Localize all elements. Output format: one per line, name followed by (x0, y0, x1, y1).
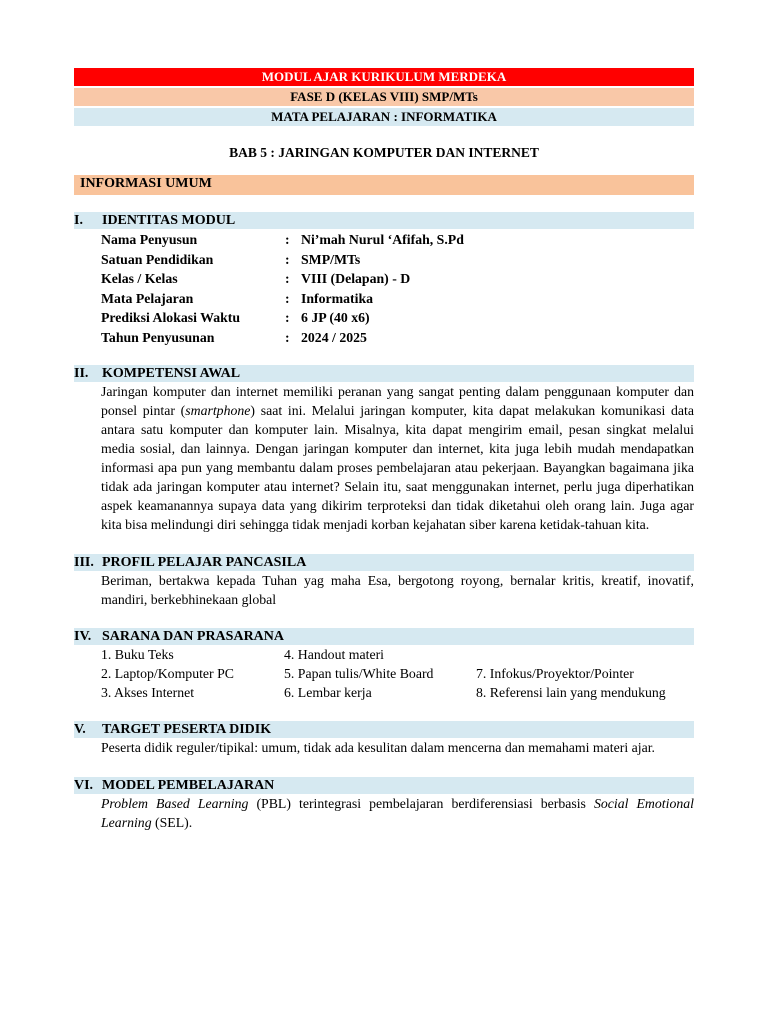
target-paragraph: Peserta didik reguler/tipikal: umum, tidak ada kesulitan dalam mencerna dan memahami materi ajar. (101, 740, 655, 755)
chapter-title: BAB 5 : JARINGAN KOMPUTER DAN INTERNET (229, 145, 539, 160)
section-title: IDENTITAS MODUL (102, 213, 236, 228)
identity-row (101, 308, 694, 328)
sarana-item: 7. Infokus/Proyektor/Pointer (476, 666, 634, 681)
sarana-item (476, 645, 694, 664)
subject-title: MATA PELAJARAN : INFORMATIKA (74, 108, 694, 126)
sarana-list (101, 645, 694, 702)
identity-colon: : (285, 271, 290, 286)
identity-label: Kelas / Kelas (101, 271, 178, 286)
identity-colon: : (285, 251, 290, 267)
section-number: IV. (74, 629, 92, 644)
identity-row (101, 289, 694, 309)
identity-row (101, 269, 694, 289)
section-model-heading (74, 777, 694, 794)
section-title: PROFIL PELAJAR PANCASILA (102, 555, 307, 570)
identity-row (101, 328, 694, 348)
kompetensi-paragraph (101, 382, 694, 534)
identity-row (101, 230, 694, 250)
identity-value: 2024 / 2025 (301, 329, 367, 345)
sarana-item: 8. Referensi lain yang mendukung (476, 685, 666, 700)
sarana-item: 6. Lembar kerja (284, 685, 372, 700)
identity-value: VIII (Delapan) - D (301, 271, 411, 286)
kompetensi-text-1: Jaringan komputer dan internet memiliki peranan yang sangat penting dalam penggunaan komputer dan ponsel pintar ( (101, 384, 694, 418)
section-title: KOMPETENSI AWAL (102, 366, 241, 381)
identity-label: Nama Penyusun (101, 232, 198, 247)
sarana-item: 2. Laptop/Komputer PC (101, 666, 234, 681)
identity-colon: : (285, 290, 290, 306)
identity-label: Tahun Penyusunan (101, 329, 215, 345)
identity-value: Informatika (301, 290, 374, 306)
kompetensi-text-2: ) saat ini. Melalui jaringan komputer, kita dapat melakukan komunikasi data antara satu komputer dan komputer lain. Misalnya, kita dapat mengirim email, pesan singkat melalui media sosial, dan lainnya. Dengan jaringan komputer dan internet, kita juga lebih mudah mendapatkan informasi apa pun yang membantu dalam proses pembelajaran atau pekerjaan. Bayangkan bagaimana jika tidak ada jaringan komputer atau internet? Selain itu, saat menggunakan internet, perlu juga diperhatikan aspek keamanannya supaya data yang dikirim terproteksi dan tidak diketahui oleh orang lain. Juga agar kita bisa melindungi diri sehingga tidak menjadi korban kejahatan siber karena ketidak-tahuan kita. (101, 403, 695, 532)
identity-row (101, 250, 694, 270)
list-item (101, 683, 694, 702)
section-number: VI. (74, 778, 94, 793)
model-text-2: (SEL). (151, 815, 193, 830)
section-title: MODEL PEMBELAJARAN (102, 778, 275, 793)
model-paragraph (101, 794, 694, 832)
identity-label: Mata Pelajaran (101, 290, 194, 306)
section-kompetensi-heading (74, 365, 694, 382)
section-number: III. (74, 555, 94, 570)
general-info-heading: INFORMASI UMUM (74, 175, 694, 195)
model-italic-1: Problem Based Learning (101, 796, 249, 811)
identity-colon: : (285, 232, 290, 247)
section-sarana-heading (74, 628, 694, 645)
list-item (101, 664, 694, 683)
section-number: II. (74, 366, 89, 381)
section-title: SARANA DAN PRASARANA (102, 629, 285, 644)
model-text-1: (PBL) terintegrasi pembelajaran berdiferensiasi berbasis (248, 796, 594, 811)
profil-paragraph: Beriman, bertakwa kepada Tuhan yag maha Esa, bergotong royong, bernalar kritis, kreatif, inovatif, mandiri, berkebhinekaan global (101, 573, 694, 607)
kompetensi-italic: smartphone (185, 403, 251, 418)
section-target-heading (74, 721, 694, 738)
sarana-item: 5. Papan tulis/White Board (284, 666, 434, 681)
sarana-item: 1. Buku Teks (101, 647, 174, 662)
model-italic-2: Social Emotional Learning (101, 796, 694, 830)
identity-table (101, 230, 694, 347)
section-title: TARGET PESERTA DIDIK (102, 722, 272, 737)
section-identitas-heading (74, 212, 694, 229)
phase-title: FASE D (KELAS VIII) SMP/MTs (74, 88, 694, 106)
identity-value: 6 JP (40 x6) (301, 310, 370, 325)
identity-colon: : (285, 310, 290, 325)
section-number: V. (74, 722, 86, 737)
document-page (74, 68, 694, 832)
identity-label: Satuan Pendidikan (101, 251, 214, 267)
list-item (101, 645, 694, 664)
identity-value: Ni’mah Nurul ‘Afifah, S.Pd (301, 232, 464, 247)
module-title: MODUL AJAR KURIKULUM MERDEKA (74, 68, 694, 86)
section-profil-heading (74, 554, 694, 571)
sarana-item: 3. Akses Internet (101, 685, 195, 700)
identity-colon: : (285, 329, 290, 345)
sarana-item: 4. Handout materi (284, 647, 385, 662)
section-number: I. (74, 213, 83, 228)
identity-label: Prediksi Alokasi Waktu (101, 310, 241, 325)
identity-value: SMP/MTs (301, 251, 361, 267)
